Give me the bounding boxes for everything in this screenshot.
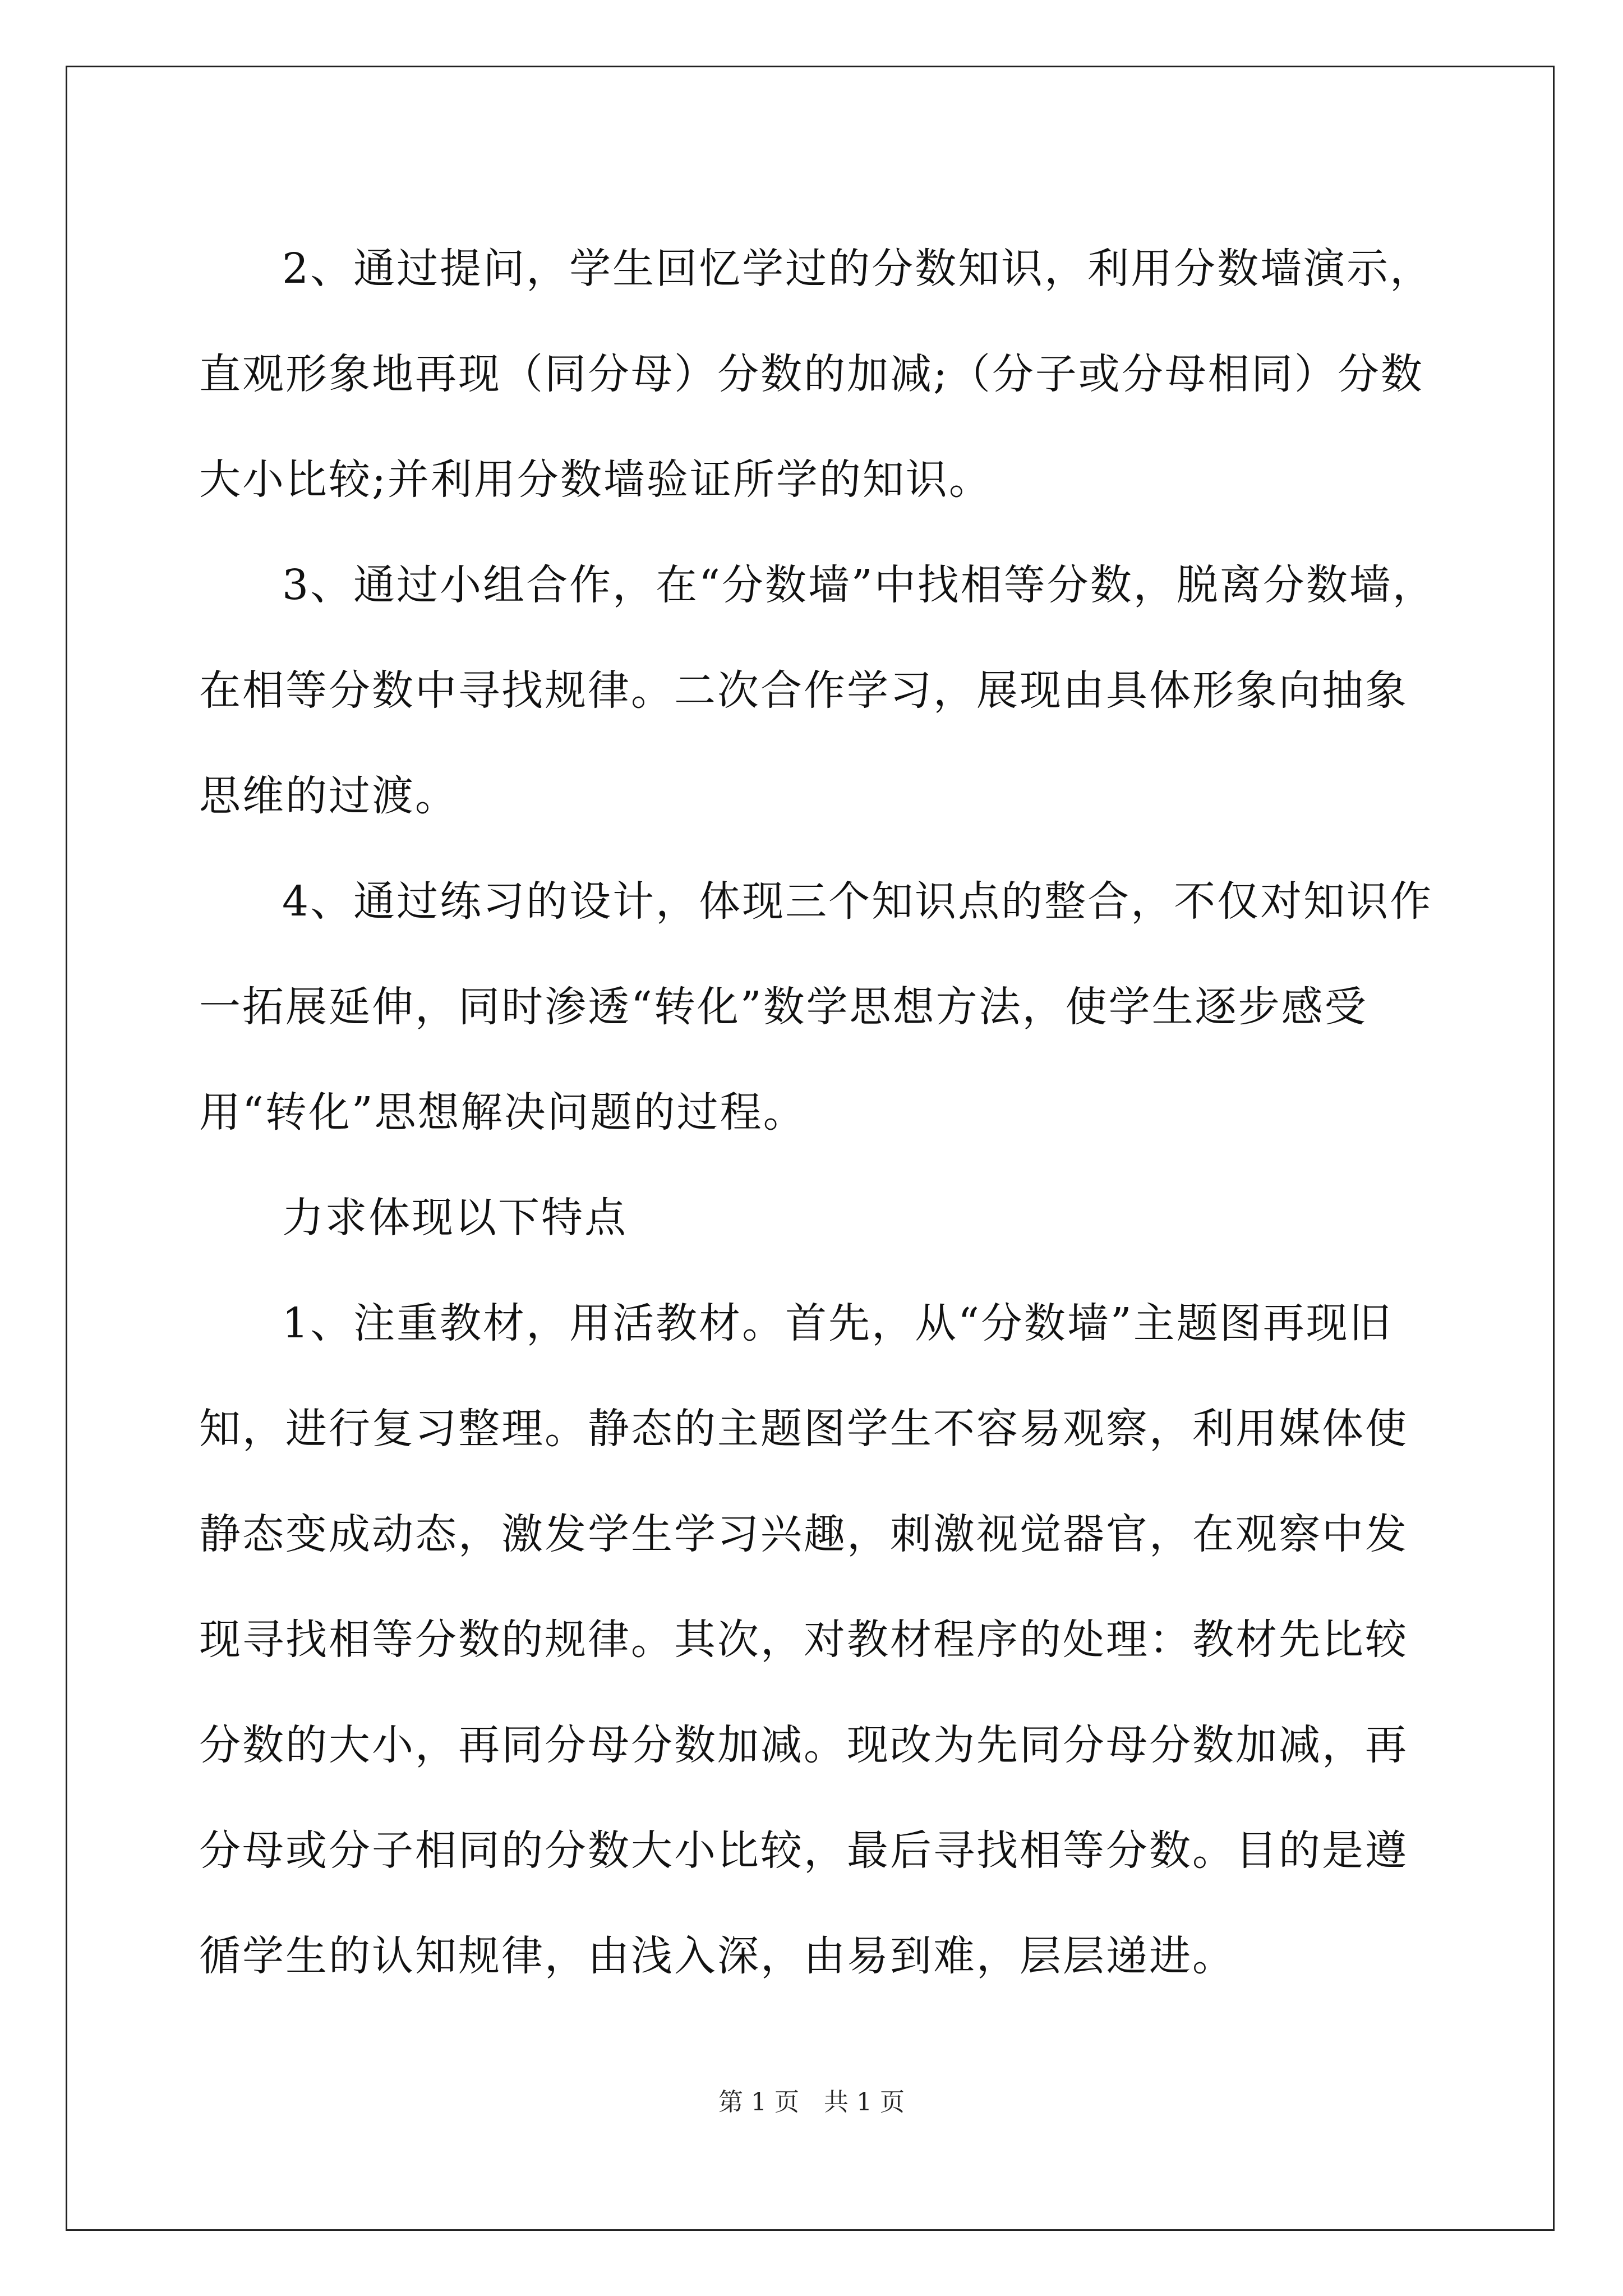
- paragraph-item-2: 2、通过提问，学生回忆学过的分数知识，利用分数墙演示，直观形象地再现（同分母）分数的加减;（分子或分母相同）分数大小比较;并利用分数墙验证所学的知识。: [199, 245, 1433, 504]
- paragraph-feature-1: 1、注重教材，用活教材。首先，从“分数墙”主题图再现旧知，进行复习整理。静态的主题图学生不容易观察，利用媒体使静态变成动态，激发学生学习兴趣，刺激视觉器官，在观察中发现寻找相等分数的规律。其次，对教材程序的处理：教材先比较分数的大小，再同分母分数加减。现改为先同分母分数加减，再分母或分子相同的分数大小比较，最后寻找相等分数。目的是遵循学生的认知规律，由浅入深，由易到难，层层递进。: [199, 1299, 1408, 1980]
- paragraph-item-3: 3、通过小组合作，在“分数墙”中找相等分数，脱离分数墙，在相等分数中寻找规律。二次合作学习，展现由具体形象向抽象思维的过渡。: [199, 561, 1436, 820]
- paragraph-item-4: 4、通过练习的设计，体现三个知识点的整合，不仅对知识作一拓展延伸，同时渗透“转化”数学思想方法，使学生逐步感受用“转化”思想解决问题的过程。: [199, 877, 1433, 1137]
- page-number-footer: 第 1 页 共 1 页: [718, 2088, 905, 2116]
- section-heading-features: 力求体现以下特点: [282, 1194, 628, 1242]
- document-body: [199, 216, 1441, 2009]
